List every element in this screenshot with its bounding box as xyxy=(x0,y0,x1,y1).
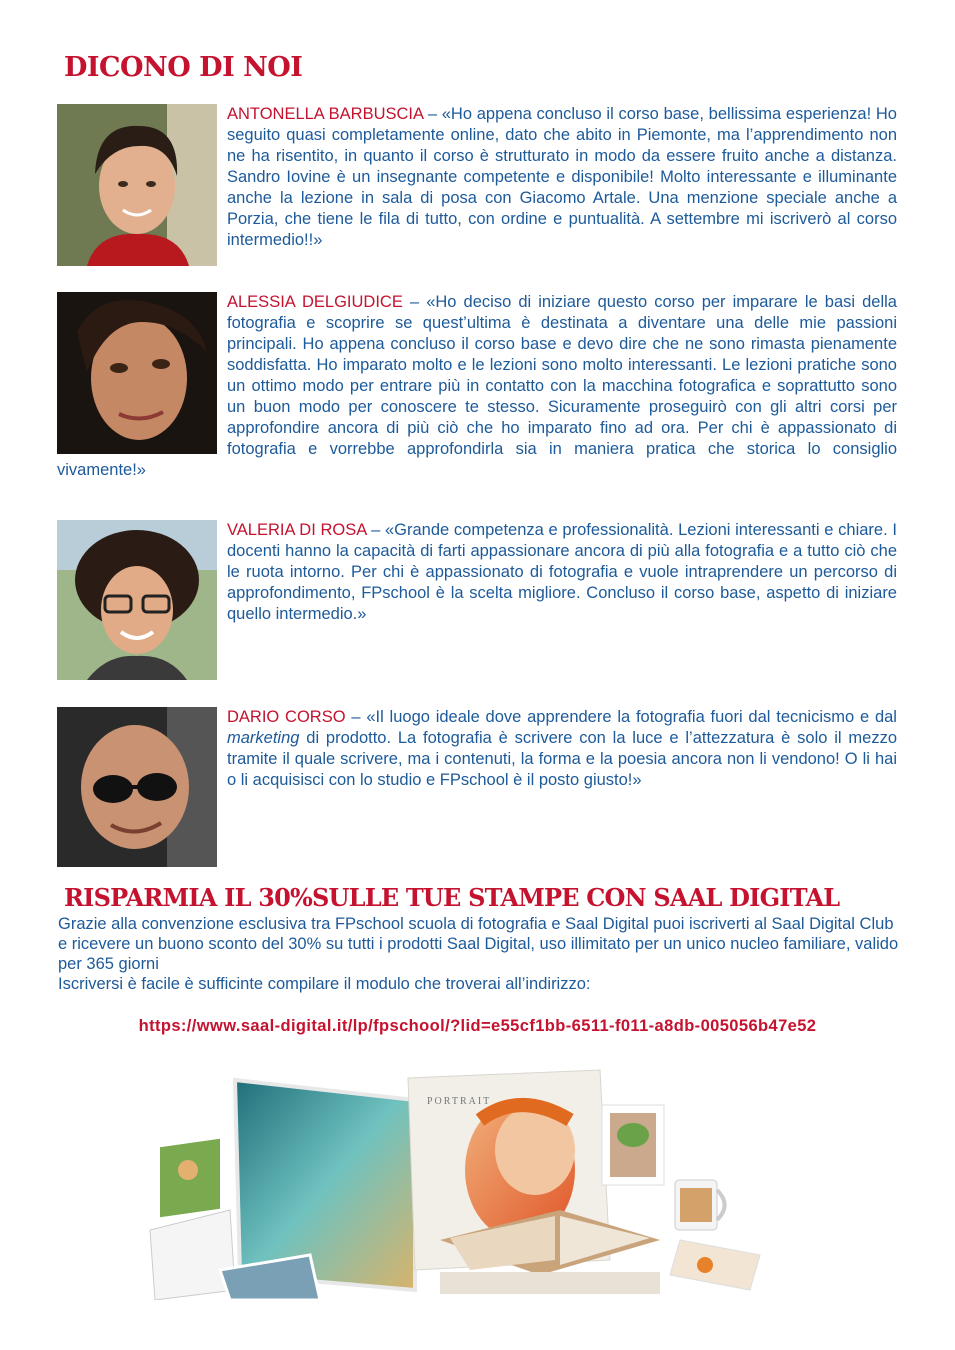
portrait-photo-valeria xyxy=(57,520,217,680)
mug-product xyxy=(675,1180,725,1230)
testimonial-author: ANTONELLA BARBUSCIA xyxy=(227,105,424,123)
testimonial-valeria xyxy=(57,520,897,680)
testimonial-text: ALESSIA DELGIUDICE – «Ho deciso di iniziare questo corso per imparare le basi della fotografia e scoprire se quest’ultima è destinata a diventare una delle mie passioni principali. Ho appena concluso il corso base e devo dire che ne sono rimasta pienamente soddisfatta. Ho imparato molto e le lezioni sono molto interessanti. Le lezioni pratiche sono un ottimo modo per entrare più in contatto con la macchina fotografica e soprattutto sono un buon modo per conoscere te stesso. Sicuramente proseguirò con gli altri corsi per approfondire ancora di più ciò che ho imparato fino ad ora. Per chi è appassionato di fotografia e vorrebbe approfondirla sia in maniera pratica che storica lo consiglio vivamente!» xyxy=(57,293,897,479)
testimonial-text: VALERIA DI ROSA – «Grande competenza e professionalità. Lezioni interessanti e chiare. I docenti hanno la capacità di farti appassionare ancora di più alla fotografia e a tutto ciò che le ruota intorno. Per chi è appassionato di fotografia e vuole intraprendere un percorso di approfondimento, FPschool è la scelta migliore. Concluso il corso base, aspetto di iniziare quello intermedio.» xyxy=(227,521,897,623)
portrait-photo-dario xyxy=(57,707,217,867)
saal-digital-link[interactable]: https://www.saal-digital.it/lp/fpschool/?lid=e55cf1bb-6511-f011-a8db-005056b47e52 xyxy=(138,1017,817,1035)
testimonial-dario xyxy=(57,707,897,867)
promo-body xyxy=(58,914,900,994)
portrait-photo-alessia xyxy=(57,292,217,454)
photo-frame-product xyxy=(602,1105,664,1185)
testimonial-author: ALESSIA DELGIUDICE xyxy=(227,293,403,311)
testimonials-title: DICONO DI NOI xyxy=(64,52,303,83)
testimonial-alessia xyxy=(57,292,897,481)
testimonial-author: VALERIA DI ROSA xyxy=(227,521,367,539)
testimonial-antonella xyxy=(57,104,897,266)
portrait-cover-label: PORTRAIT xyxy=(427,1096,492,1107)
promo-instructions: Iscriversi è facile è sufficinte compilare il modulo che troverai all’indirizzo: xyxy=(58,975,591,993)
testimonial-text: DARIO CORSO – «Il luogo ideale dove apprendere la fotografia fuori dal tecnicismo e dal marketing di prodotto. La fotografia è scrivere con la luce e l’attezzatura è solo il mezzo tramite il quale scrivere, ma i contenuti, la forma e la poesia ancora non li vendono! O li hai o li acquisisci con lo studio e FPschool è il posto giusto!» xyxy=(227,708,897,789)
testimonial-author: DARIO CORSO xyxy=(227,708,346,726)
saal-digital-products-image xyxy=(140,1060,820,1300)
testimonial-text: ANTONELLA BARBUSCIA – «Ho appena concluso il corso base, bellissima esperienza! Ho seguito quasi completamente online, dato che abito in Piemonte, ma l’apprendimento non ne ha risentito, in quanto il corso è strutturato in modo da essere fruito anche a distanza. Sandro Iovine è un insegnante competente e disponibile! Molto interessante e illuminante anche la lezione in sala di posa con Giacomo Artale. Una menzione speciale anche a Porzia, che tiene le fila di tutto, con ordine e puntualità. A settembre mi iscriverò al corso intermedio!!» xyxy=(227,105,897,249)
portrait-photo-antonella xyxy=(57,104,217,266)
promo-description: Grazie alla convenzione esclusiva tra FPschool scuola di fotografia e Saal Digital puoi iscriverti al Saal Digital Club e ricevere un buono sconto del 30% su tutti i prodotti Saal Digital, uso illimitato per un unico nucleo familiare, valido per 365 giorni xyxy=(58,915,899,973)
promo-title: RISPARMIA IL 30%SULLE TUE STAMPE CON SAAL DIGITAL xyxy=(64,883,840,912)
canvas-print-product xyxy=(235,1080,415,1290)
